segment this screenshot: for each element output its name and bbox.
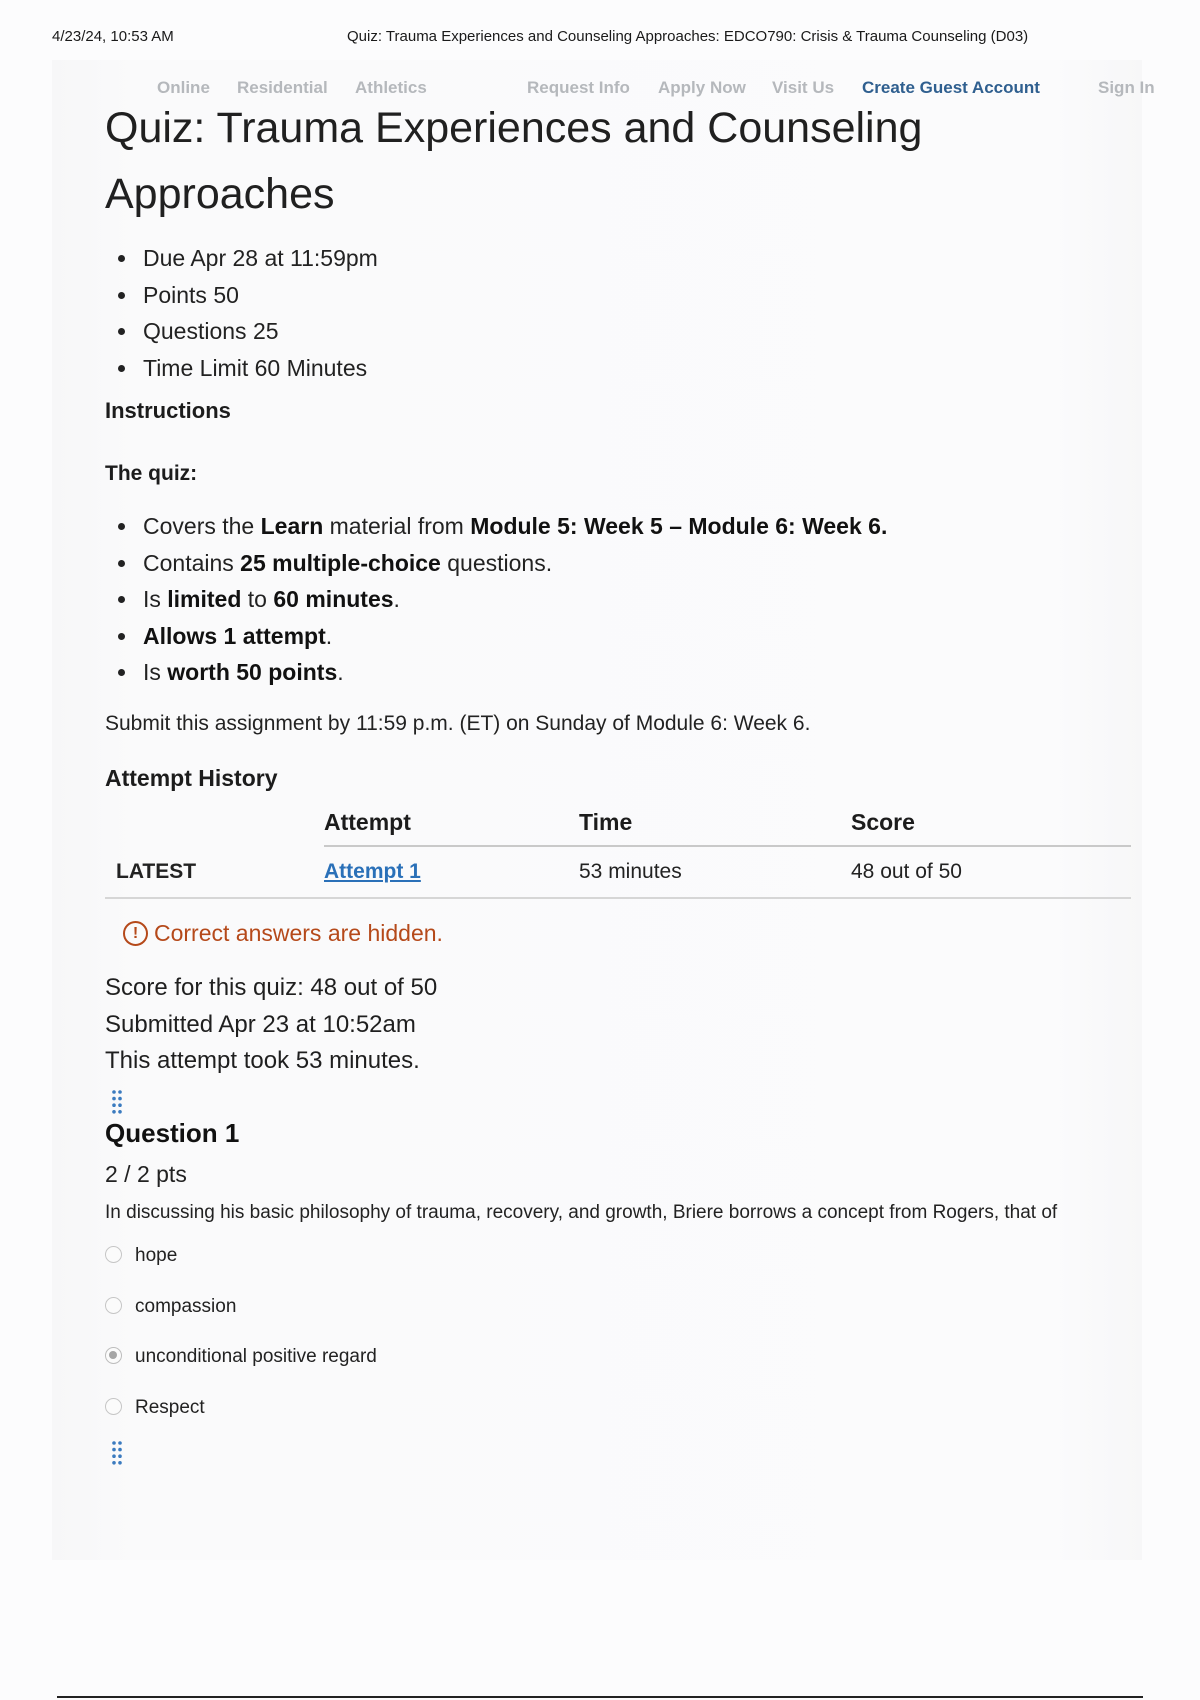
instruction-emphasis: 25 multiple-choice xyxy=(240,549,441,576)
instructions-heading: Instructions xyxy=(105,398,231,423)
quiz-title-line-2: Approaches xyxy=(105,170,335,218)
answer-option xyxy=(105,1341,377,1392)
instruction-item xyxy=(105,581,887,618)
nav-online-link[interactable]: Online xyxy=(157,78,210,97)
nav-create-guest-account-link[interactable]: Create Guest Account xyxy=(862,78,1040,97)
attempt-history-table xyxy=(105,800,1131,899)
answer-option xyxy=(105,1291,377,1342)
instruction-text: material from xyxy=(323,513,471,539)
instruction-text: Contains xyxy=(143,549,241,576)
answer-option xyxy=(105,1240,377,1291)
attempt-1-link[interactable]: Attempt 1 xyxy=(324,860,421,883)
table-header-attempt: Attempt xyxy=(324,800,579,846)
instruction-text: Is xyxy=(143,586,168,612)
answer-options xyxy=(105,1240,377,1442)
answer-radio[interactable] xyxy=(105,1297,122,1314)
table-header-time: Time xyxy=(579,800,851,846)
answer-label: unconditional positive regard xyxy=(135,1346,377,1367)
answer-option xyxy=(105,1392,377,1443)
instruction-emphasis: Allows 1 attempt xyxy=(143,622,326,649)
quiz-points: Points 50 xyxy=(105,277,378,314)
quiz-question-count: Questions 25 xyxy=(105,313,378,350)
answer-radio[interactable] xyxy=(105,1246,122,1263)
nav-request-info-link[interactable]: Request Info xyxy=(527,78,630,97)
instruction-emphasis: limited xyxy=(167,586,242,612)
quiz-title xyxy=(105,95,1005,225)
attempt-score: 48 out of 50 xyxy=(851,846,1131,898)
attempt-cell xyxy=(324,846,579,898)
instruction-text: . xyxy=(325,622,333,649)
instruction-item xyxy=(105,654,887,691)
instruction-text: . xyxy=(393,586,400,612)
print-header xyxy=(52,28,1148,52)
submission-deadline-note: Submit this assignment by 11:59 p.m. (ET) on Sunday of Module 6: Week 6. xyxy=(105,712,811,735)
quiz-score: Score for this quiz: 48 out of 50 xyxy=(105,974,438,1001)
instructions-list xyxy=(105,508,887,691)
instruction-text: to xyxy=(241,586,274,612)
answer-label: hope xyxy=(135,1245,178,1266)
quiz-summary xyxy=(105,970,437,1080)
instruction-text: . xyxy=(337,659,344,685)
instruction-item xyxy=(105,618,887,655)
table-header-score: Score xyxy=(851,800,1131,846)
top-navigation xyxy=(0,78,1200,102)
table-row xyxy=(105,846,1131,898)
attempt-time: 53 minutes xyxy=(579,846,851,898)
question-text: In discussing his basic philosophy of trauma, recovery, and growth, Briere borrows a concept from Rogers, that of xyxy=(105,1202,1058,1223)
attempt-duration: This attempt took 53 minutes. xyxy=(105,1047,420,1074)
instruction-text: Covers the xyxy=(143,513,261,539)
instructions-subheading: The quiz: xyxy=(105,462,198,485)
page-bottom-rule xyxy=(57,1696,1143,1698)
instruction-item xyxy=(105,508,887,545)
answer-label: compassion xyxy=(135,1295,237,1317)
nav-apply-now-link[interactable]: Apply Now xyxy=(658,78,746,97)
instruction-emphasis: worth 50 points xyxy=(167,659,338,685)
instruction-emphasis: Learn xyxy=(260,513,324,539)
table-header-empty xyxy=(105,800,324,846)
answer-label: Respect xyxy=(135,1396,205,1418)
instruction-emphasis: 60 minutes xyxy=(273,586,394,612)
nav-athletics-link[interactable]: Athletics xyxy=(355,78,427,97)
correct-answers-hidden-notice xyxy=(123,920,443,947)
instruction-text: questions. xyxy=(440,549,553,576)
quiz-due-date: Due Apr 28 at 11:59pm xyxy=(105,240,378,277)
alert-circle-icon: ! xyxy=(123,921,148,946)
print-page-title: Quiz: Trauma Experiences and Counseling Approaches: EDCO790: Crisis & Trauma Counseling (D03) xyxy=(347,28,1029,45)
drag-handle-icon[interactable] xyxy=(111,1089,123,1115)
answer-radio[interactable] xyxy=(105,1398,122,1415)
nav-sign-in-link[interactable]: Sign In xyxy=(1098,78,1155,97)
table-header-row xyxy=(105,800,1131,846)
submission-time: Submitted Apr 23 at 10:52am xyxy=(105,1010,416,1038)
quiz-time-limit: Time Limit 60 Minutes xyxy=(105,350,378,387)
attempt-history-heading: Attempt History xyxy=(105,765,278,791)
question-title: Question 1 xyxy=(105,1118,240,1148)
instruction-text: Is xyxy=(143,659,168,685)
latest-label: LATEST xyxy=(105,846,324,898)
nav-visit-us-link[interactable]: Visit Us xyxy=(772,78,835,97)
answer-radio-selected[interactable] xyxy=(105,1347,122,1364)
print-date: 4/23/24, 10:53 AM xyxy=(52,28,174,45)
instruction-item xyxy=(105,545,887,582)
quiz-details-list xyxy=(105,240,378,386)
instruction-emphasis: Module 5: Week 5 – Module 6: Week 6. xyxy=(470,513,888,539)
question-points: 2 / 2 pts xyxy=(105,1161,187,1187)
notice-text: Correct answers are hidden. xyxy=(154,920,443,946)
nav-residential-link[interactable]: Residential xyxy=(237,78,328,97)
quiz-title-line-1: Quiz: Trauma Experiences and Counseling xyxy=(105,104,923,152)
drag-handle-icon[interactable] xyxy=(111,1440,123,1466)
